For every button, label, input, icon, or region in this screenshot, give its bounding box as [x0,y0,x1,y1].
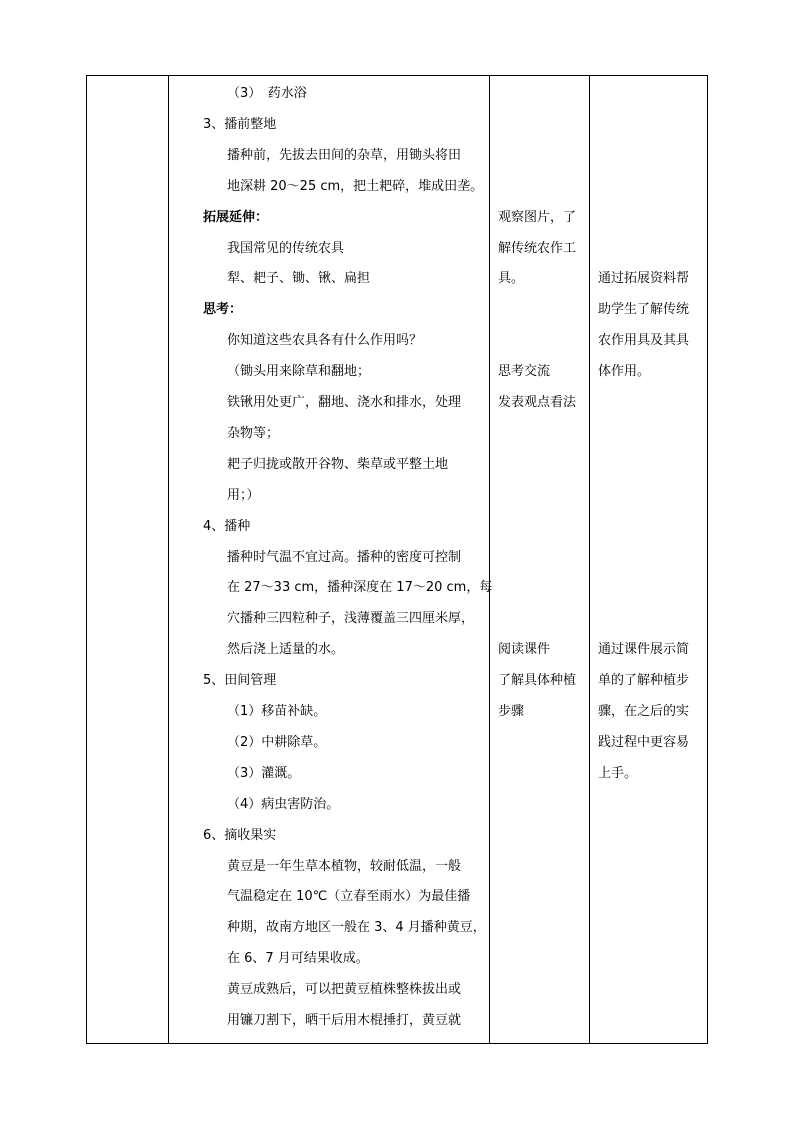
lesson-plan-table [86,75,708,1044]
content-line: 在 6、7 月可结果收成。 [227,951,369,967]
content-line: （3） 药水浴 [227,86,307,101]
design-intent-line: 助学生了解传统 [598,302,690,318]
student-activity-line: 了解具体种植 [498,673,577,689]
empty-stage-column [87,76,168,1043]
design-intent-line: 践过程中更容易 [598,734,690,750]
content-line: 播种时气温不宜过高。播种的密度可控制 [227,549,462,565]
student-activity-line: 解传统农作工 [498,240,577,256]
content-line: 种期，故南方地区一般在 3、4 月播种黄豆， [227,920,486,936]
student-activity-line: 阅读课件 [498,642,551,658]
design-intent-line: 通过课件展示简 [598,642,690,658]
student-activity-line: 发表观点看法 [498,395,577,410]
section-heading: 思考： [203,302,243,318]
teaching-content-column [169,76,493,1043]
content-line: 3、播前整地 [203,116,277,132]
content-line: 播种前，先拔去田间的杂草，用锄头将田 [227,147,462,163]
content-line: 你知道这些农具各有什么作用吗？ [227,333,423,349]
content-line: 杂物等； [227,425,280,441]
content-line: 4、播种 [203,518,251,534]
student-activity-line: 步骤 [498,704,525,719]
content-line: 我国常见的传统农具 [227,240,345,256]
content-line: 黄豆成熟后，可以把黄豆植株整株拔出或 [227,982,462,998]
content-line: 然后浇上适量的水。 [227,642,345,658]
content-line: （3）灌溉。 [227,765,301,781]
design-intent-line: 单的了解种植步 [598,673,690,689]
design-intent-line: 骤，在之后的实 [598,704,690,719]
content-line: （锄头用来除草和翻地； [227,364,371,380]
content-line: 黄豆是一年生草本植物，较耐低温，一般 [227,858,462,874]
content-line: 铁锹用处更广，翻地、浇水和排水，处理 [227,395,462,410]
design-intent-line: 农作用具及其具 [598,333,690,349]
content-line: 6、摘收果实 [203,827,277,843]
student-activity-line: 观察图片，了 [498,209,577,225]
content-line: 犁、耙子、锄、锹、扁担 [227,271,371,287]
student-activity-line: 思考交流 [498,364,551,380]
content-line: （4）病虫害防治。 [227,796,340,812]
content-line: 穴播种三四粒种子，浅薄覆盖三四厘米厚， [227,611,475,627]
content-line: （2）中耕除草。 [227,734,327,750]
student-activity-line: 具。 [498,271,525,287]
content-line: 在 27～33 cm，播种深度在 17～20 cm，每 [227,580,493,596]
content-line: 用镰刀割下，晒干后用木棍捶打，黄豆就 [227,1013,462,1028]
design-intent-line: 体作用。 [598,364,651,380]
content-line: 地深耕 20～25 cm，把土耙碎，堆成田垄。 [227,178,484,194]
content-line: 用；） [227,487,260,503]
design-intent-line: 通过拓展资料帮 [598,271,690,287]
content-line: （1）移苗补缺。 [227,704,327,719]
content-line: 气温稳定在 10℃（立春至雨水）为最佳播 [227,889,471,905]
content-line: 耙子归拢或散开谷物、柴草或平整土地 [227,456,449,472]
design-intent-column [590,76,707,1043]
section-heading: 拓展延伸： [203,209,269,225]
student-activity-column [490,76,589,1043]
content-line: 5、田间管理 [203,673,277,689]
design-intent-line: 上手。 [598,765,638,781]
